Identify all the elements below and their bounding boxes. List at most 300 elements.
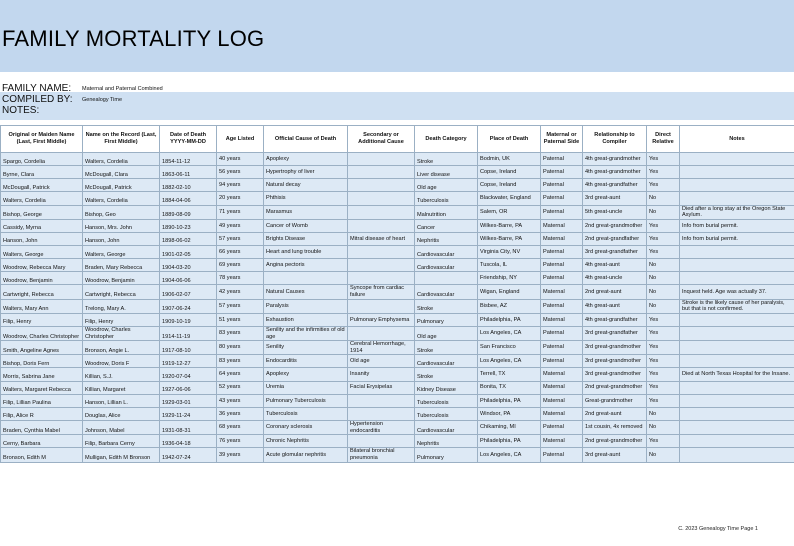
cell-original-name: Walters, George <box>1 246 83 259</box>
cell-official-cause: Coronary sclerosis <box>264 421 348 435</box>
column-header-side: Maternal or Paternal Side <box>541 126 583 153</box>
column-header-date-of-death: Date of Death YYYY-MM-DD <box>160 126 217 153</box>
cell-record-name: Johnson, Mabel <box>83 421 160 435</box>
cell-relationship: 3rd great-grandmother <box>583 341 647 355</box>
cell-date-of-death: 1890-10-23 <box>160 219 217 232</box>
table-row <box>1 219 794 232</box>
cell-place-of-death: Philadelphia, PA <box>478 313 541 326</box>
cell-age-listed: 39 years <box>217 448 264 462</box>
table-row <box>1 407 794 420</box>
cell-direct-relative: No <box>647 192 680 205</box>
cell-date-of-death: 1927-06-06 <box>160 381 217 394</box>
cell-record-name: Bronson, Angie L. <box>83 341 160 355</box>
compiled-by-label: COMPILED BY: <box>2 94 73 105</box>
cell-age-listed: 64 years <box>217 368 264 381</box>
cell-official-cause: Senility and the infirmities of old age <box>264 326 348 340</box>
cell-official-cause: Phthisis <box>264 192 348 205</box>
cell-official-cause: Paralysis <box>264 299 348 313</box>
cell-date-of-death: 1929-03-01 <box>160 394 217 407</box>
cell-record-name: Walters, Cordelia <box>83 153 160 166</box>
cell-death-category: Old age <box>415 179 478 192</box>
cell-direct-relative: Yes <box>647 394 680 407</box>
cell-secondary-cause: Pulmonary Emphysema <box>348 313 415 326</box>
column-header-age-listed: Age Listed <box>217 126 264 153</box>
cell-date-of-death: 1882-02-10 <box>160 179 217 192</box>
cell-record-name: Filip, Henry <box>83 313 160 326</box>
cell-secondary-cause: Bilateral bronchial pneumonia <box>348 448 415 462</box>
cell-official-cause: Tuberculosis <box>264 407 348 420</box>
cell-secondary-cause <box>348 394 415 407</box>
column-header-secondary-cause: Secondary or Additional Cause <box>348 126 415 153</box>
cell-direct-relative: Yes <box>647 219 680 232</box>
cell-secondary-cause: Hypertension endocarditis <box>348 421 415 435</box>
cell-date-of-death: 1907-06-24 <box>160 299 217 313</box>
cell-age-listed: 83 years <box>217 326 264 340</box>
cell-death-category: Malnutrition <box>415 205 478 219</box>
cell-original-name: Spargo, Cordelia <box>1 153 83 166</box>
cell-date-of-death: 1863-06-11 <box>160 166 217 179</box>
cell-date-of-death: 1904-03-20 <box>160 259 217 272</box>
column-header-official-cause: Official Cause of Death <box>264 126 348 153</box>
cell-relationship: 3rd great-grandmother <box>583 368 647 381</box>
cell-side: Paternal <box>541 299 583 313</box>
cell-record-name: Hanson, Mrs. John <box>83 219 160 232</box>
cell-place-of-death: Los Angeles, CA <box>478 326 541 340</box>
cell-death-category: Pulmonary <box>415 448 478 462</box>
cell-secondary-cause: Old age <box>348 355 415 368</box>
cell-original-name: Cassidy, Myrna <box>1 219 83 232</box>
cell-secondary-cause: Mitral disease of heart <box>348 232 415 245</box>
cell-death-category: Tuberculosis <box>415 394 478 407</box>
cell-official-cause: Cancer of Womb <box>264 219 348 232</box>
cell-secondary-cause <box>348 166 415 179</box>
cell-direct-relative: Yes <box>647 381 680 394</box>
cell-death-category: Nephritis <box>415 232 478 245</box>
cell-death-category: Pulmonary <box>415 313 478 326</box>
cell-official-cause: Apoplexy <box>264 368 348 381</box>
cell-record-name: Killian, S.J. <box>83 368 160 381</box>
cell-side: Maternal <box>541 219 583 232</box>
cell-original-name: Hanson, John <box>1 232 83 245</box>
cell-date-of-death: 1920-07-04 <box>160 368 217 381</box>
cell-death-category: Cancer <box>415 219 478 232</box>
cell-date-of-death: 1936-04-18 <box>160 435 217 448</box>
cell-place-of-death: Salem, OR <box>478 205 541 219</box>
cell-death-category: Liver disease <box>415 166 478 179</box>
cell-age-listed: 51 years <box>217 313 264 326</box>
table-row <box>1 368 794 381</box>
cell-official-cause: Natural decay <box>264 179 348 192</box>
cell-official-cause: Acute glomular nephritis <box>264 448 348 462</box>
cell-relationship: Great-grandmother <box>583 394 647 407</box>
cell-date-of-death: 1906-02-07 <box>160 285 217 299</box>
cell-original-name: Cerny, Barbara <box>1 435 83 448</box>
cell-notes <box>680 166 794 179</box>
cell-secondary-cause <box>348 153 415 166</box>
cell-relationship: 3rd great-aunt <box>583 448 647 462</box>
cell-official-cause: Pulmonary Tuberculosis <box>264 394 348 407</box>
cell-record-name: Bishop, Geo <box>83 205 160 219</box>
cell-side: Paternal <box>541 205 583 219</box>
cell-age-listed: 57 years <box>217 232 264 245</box>
cell-original-name: Filip, Henry <box>1 313 83 326</box>
table-row <box>1 448 794 462</box>
table-row <box>1 435 794 448</box>
cell-direct-relative: Yes <box>647 355 680 368</box>
table-row <box>1 355 794 368</box>
cell-date-of-death: 1889-08-09 <box>160 205 217 219</box>
cell-age-listed: 42 years <box>217 285 264 299</box>
cell-place-of-death: Windsor, PA <box>478 407 541 420</box>
cell-direct-relative: Yes <box>647 435 680 448</box>
cell-direct-relative: Yes <box>647 179 680 192</box>
table-row <box>1 421 794 435</box>
cell-notes <box>680 313 794 326</box>
cell-record-name: Cartwright, Rebecca <box>83 285 160 299</box>
cell-record-name: McDougall, Clara <box>83 166 160 179</box>
cell-side: Paternal <box>541 341 583 355</box>
table-row <box>1 192 794 205</box>
cell-relationship: 4th great-grandmother <box>583 153 647 166</box>
cell-side: Paternal <box>541 192 583 205</box>
cell-place-of-death: Bonita, TX <box>478 381 541 394</box>
cell-direct-relative: Yes <box>647 153 680 166</box>
cell-age-listed: 57 years <box>217 299 264 313</box>
cell-record-name: Hanson, Lillian L. <box>83 394 160 407</box>
cell-record-name: Filip, Barbara Cerny <box>83 435 160 448</box>
cell-record-name: Douglas, Alice <box>83 407 160 420</box>
cell-direct-relative: No <box>647 272 680 285</box>
cell-record-name: Walters, George <box>83 246 160 259</box>
cell-direct-relative: Yes <box>647 341 680 355</box>
cell-relationship: 4th great-aunt <box>583 259 647 272</box>
cell-place-of-death: Copse, Ireland <box>478 166 541 179</box>
family-name-label: FAMILY NAME: <box>2 83 72 94</box>
cell-original-name: Byrne, Clara <box>1 166 83 179</box>
cell-side: Maternal <box>541 435 583 448</box>
cell-original-name: Braden, Cynthia Mabel <box>1 421 83 435</box>
cell-original-name: Filip, Lillian Paulina <box>1 394 83 407</box>
page-title: FAMILY MORTALITY LOG <box>2 26 265 51</box>
cell-side: Maternal <box>541 232 583 245</box>
cell-direct-relative: No <box>647 407 680 420</box>
cell-side: Maternal <box>541 313 583 326</box>
table-row <box>1 179 794 192</box>
cell-date-of-death: 1904-06-06 <box>160 272 217 285</box>
cell-place-of-death: Chikaming, MI <box>478 421 541 435</box>
cell-direct-relative: Yes <box>647 232 680 245</box>
cell-death-category: Stroke <box>415 341 478 355</box>
cell-death-category: Cardiovascular <box>415 421 478 435</box>
cell-side: Paternal <box>541 326 583 340</box>
cell-death-category: Kidney Disease <box>415 381 478 394</box>
cell-original-name: Woodrow, Benjamin <box>1 272 83 285</box>
cell-original-name: Bishop, George <box>1 205 83 219</box>
cell-age-listed: 83 years <box>217 355 264 368</box>
cell-record-name: Walters, Cordelia <box>83 192 160 205</box>
cell-date-of-death: 1929-11-24 <box>160 407 217 420</box>
cell-secondary-cause: Cerebral Hemorrhage, 1914 <box>348 341 415 355</box>
cell-secondary-cause: Syncope from cardiac failure <box>348 285 415 299</box>
cell-death-category: Cardiovascular <box>415 259 478 272</box>
cell-original-name: Woodrow, Rebecca Mary <box>1 259 83 272</box>
cell-secondary-cause <box>348 259 415 272</box>
cell-notes <box>680 192 794 205</box>
cell-age-listed: 76 years <box>217 435 264 448</box>
cell-date-of-death: 1854-11-12 <box>160 153 217 166</box>
cell-notes <box>680 153 794 166</box>
cell-notes <box>680 259 794 272</box>
cell-side: Paternal <box>541 355 583 368</box>
cell-relationship: 2nd great-aunt <box>583 407 647 420</box>
cell-record-name: Hanson, John <box>83 232 160 245</box>
cell-side: Maternal <box>541 381 583 394</box>
cell-notes <box>680 272 794 285</box>
cell-notes: Died at North Texas Hospital for the Insane. <box>680 368 794 381</box>
cell-original-name: Bronson, Edith M <box>1 448 83 462</box>
cell-relationship: 3rd great-aunt <box>583 192 647 205</box>
cell-direct-relative: Yes <box>647 246 680 259</box>
cell-secondary-cause <box>348 435 415 448</box>
cell-direct-relative: Yes <box>647 368 680 381</box>
cell-direct-relative: No <box>647 205 680 219</box>
cell-notes <box>680 421 794 435</box>
cell-side: Maternal <box>541 407 583 420</box>
table-row <box>1 153 794 166</box>
cell-original-name: Morris, Sabrina Jane <box>1 368 83 381</box>
cell-relationship: 1st cousin, 4x removed <box>583 421 647 435</box>
cell-place-of-death: Blackwater, England <box>478 192 541 205</box>
table-row <box>1 272 794 285</box>
cell-age-listed: 71 years <box>217 205 264 219</box>
cell-date-of-death: 1901-02-05 <box>160 246 217 259</box>
cell-relationship: 4th great-aunt <box>583 299 647 313</box>
cell-place-of-death: Bodmin, UK <box>478 153 541 166</box>
cell-notes <box>680 326 794 340</box>
cell-secondary-cause <box>348 299 415 313</box>
cell-direct-relative: Yes <box>647 326 680 340</box>
column-header-direct-relative: Direct Relative <box>647 126 680 153</box>
cell-place-of-death: Friendship, NY <box>478 272 541 285</box>
cell-date-of-death: 1884-04-06 <box>160 192 217 205</box>
cell-notes <box>680 179 794 192</box>
cell-official-cause: Uremia <box>264 381 348 394</box>
cell-age-listed: 36 years <box>217 407 264 420</box>
cell-notes <box>680 448 794 462</box>
cell-official-cause: Brights Disease <box>264 232 348 245</box>
cell-age-listed: 68 years <box>217 421 264 435</box>
cell-relationship: 4th great-grandmother <box>583 166 647 179</box>
cell-place-of-death: Philadelphia, PA <box>478 435 541 448</box>
cell-relationship: 3rd great-grandmother <box>583 355 647 368</box>
cell-death-category: Cardiovascular <box>415 355 478 368</box>
cell-age-listed: 43 years <box>217 394 264 407</box>
cell-age-listed: 78 years <box>217 272 264 285</box>
family-name-value: Maternal and Paternal Combined <box>82 86 163 92</box>
cell-side: Paternal <box>541 246 583 259</box>
cell-direct-relative: No <box>647 299 680 313</box>
cell-direct-relative: Yes <box>647 166 680 179</box>
cell-place-of-death: Virginia City, NV <box>478 246 541 259</box>
table-row <box>1 259 794 272</box>
cell-side: Paternal <box>541 179 583 192</box>
cell-place-of-death: Wilkes-Barre, PA <box>478 219 541 232</box>
notes-label: NOTES: <box>2 105 40 116</box>
cell-secondary-cause <box>348 272 415 285</box>
cell-side: Maternal <box>541 394 583 407</box>
cell-original-name: Filip, Alice R <box>1 407 83 420</box>
cell-direct-relative: No <box>647 448 680 462</box>
compiled-by-value: Genealogy Time <box>82 97 123 103</box>
cell-notes <box>680 435 794 448</box>
cell-relationship: 2nd great-grandmother <box>583 219 647 232</box>
cell-death-category: Nephritis <box>415 435 478 448</box>
table-row <box>1 299 794 313</box>
cell-death-category: Stroke <box>415 153 478 166</box>
cell-place-of-death: San Francisco <box>478 341 541 355</box>
cell-death-category: Cardiovascular <box>415 285 478 299</box>
cell-official-cause: Marasmus <box>264 205 348 219</box>
cell-official-cause: Chronic Nephritis <box>264 435 348 448</box>
cell-date-of-death: 1942-07-24 <box>160 448 217 462</box>
cell-secondary-cause <box>348 205 415 219</box>
cell-record-name: Killian, Margaret <box>83 381 160 394</box>
cell-notes: Inquest held. Age was actually 37. <box>680 285 794 299</box>
cell-official-cause: Apoplexy <box>264 153 348 166</box>
cell-relationship: 4th great-uncle <box>583 272 647 285</box>
cell-place-of-death: Bisbee, AZ <box>478 299 541 313</box>
cell-relationship: 4th great-grandfather <box>583 313 647 326</box>
cell-original-name: McDougall, Patrick <box>1 179 83 192</box>
cell-original-name: Bishop, Doris Fern <box>1 355 83 368</box>
table-row <box>1 205 794 219</box>
cell-relationship: 2nd great-grandfather <box>583 232 647 245</box>
cell-record-name: Braden, Mary Rebecca <box>83 259 160 272</box>
cell-official-cause: Natural Causes <box>264 285 348 299</box>
cell-secondary-cause: Facial Erysipelas <box>348 381 415 394</box>
cell-secondary-cause <box>348 326 415 340</box>
cell-secondary-cause <box>348 179 415 192</box>
cell-direct-relative: Yes <box>647 313 680 326</box>
cell-notes <box>680 246 794 259</box>
cell-date-of-death: 1909-10-19 <box>160 313 217 326</box>
cell-death-category: Cardiovascular <box>415 246 478 259</box>
cell-side: Paternal <box>541 166 583 179</box>
cell-date-of-death: 1919-12-27 <box>160 355 217 368</box>
cell-relationship: 4th great-grandfather <box>583 179 647 192</box>
cell-notes <box>680 381 794 394</box>
cell-age-listed: 94 years <box>217 179 264 192</box>
cell-notes <box>680 394 794 407</box>
column-header-death-category: Death Category <box>415 126 478 153</box>
cell-secondary-cause <box>348 219 415 232</box>
cell-age-listed: 52 years <box>217 381 264 394</box>
cell-date-of-death: 1898-06-02 <box>160 232 217 245</box>
cell-record-name: Woodrow, Benjamin <box>83 272 160 285</box>
cell-secondary-cause <box>348 407 415 420</box>
table-row <box>1 326 794 340</box>
table-row <box>1 341 794 355</box>
cell-death-category: Old age <box>415 326 478 340</box>
cell-place-of-death: Philadelphia, PA <box>478 394 541 407</box>
table-header-row <box>1 126 794 153</box>
cell-relationship: 2nd great-grandmother <box>583 435 647 448</box>
cell-secondary-cause: Insanity <box>348 368 415 381</box>
cell-date-of-death: 1917-08-10 <box>160 341 217 355</box>
cell-death-category <box>415 272 478 285</box>
cell-original-name: Walters, Cordelia <box>1 192 83 205</box>
cell-direct-relative: No <box>647 421 680 435</box>
cell-place-of-death: Wigan, England <box>478 285 541 299</box>
table-row <box>1 381 794 394</box>
table-row <box>1 232 794 245</box>
cell-official-cause: Senility <box>264 341 348 355</box>
cell-direct-relative: No <box>647 285 680 299</box>
footer-text: C. 2023 Genealogy Time Page 1 <box>678 526 758 532</box>
column-header-original-name: Original or Maiden Name (Last, First Middle) <box>1 126 83 153</box>
cell-relationship: 3rd great-grandfather <box>583 246 647 259</box>
column-header-relationship: Relationship to Compiler <box>583 126 647 153</box>
cell-official-cause: Heart and lung trouble <box>264 246 348 259</box>
cell-death-category: Stroke <box>415 368 478 381</box>
table-row <box>1 313 794 326</box>
cell-official-cause: Endocarditis <box>264 355 348 368</box>
table-body <box>1 153 794 463</box>
cell-age-listed: 80 years <box>217 341 264 355</box>
cell-record-name: McDougall, Patrick <box>83 179 160 192</box>
cell-side: Paternal <box>541 153 583 166</box>
cell-age-listed: 66 years <box>217 246 264 259</box>
cell-record-name: Woodrow, Charles Christopher <box>83 326 160 340</box>
cell-side: Paternal <box>541 448 583 462</box>
cell-original-name: Walters, Margaret Rebecca <box>1 381 83 394</box>
cell-notes: Died after a long stay at the Oregon State Asylum. <box>680 205 794 219</box>
cell-side: Paternal <box>541 272 583 285</box>
cell-record-name: Woodrow, Doris F <box>83 355 160 368</box>
cell-age-listed: 40 years <box>217 153 264 166</box>
cell-record-name: Mulligan, Edith M Bronson <box>83 448 160 462</box>
cell-side: Paternal <box>541 421 583 435</box>
cell-place-of-death: Los Angeles, CA <box>478 355 541 368</box>
column-header-record-name: Name on the Record (Last, First Middle) <box>83 126 160 153</box>
cell-death-category: Stroke <box>415 299 478 313</box>
cell-relationship: 2nd great-grandmother <box>583 381 647 394</box>
cell-place-of-death: Wilkes-Barre, PA <box>478 232 541 245</box>
table-row <box>1 246 794 259</box>
cell-notes: Info from burial permit. <box>680 219 794 232</box>
cell-death-category: Tuberculosis <box>415 192 478 205</box>
cell-notes <box>680 341 794 355</box>
cell-side: Paternal <box>541 259 583 272</box>
cell-age-listed: 69 years <box>217 259 264 272</box>
cell-age-listed: 56 years <box>217 166 264 179</box>
mortality-table <box>0 125 794 463</box>
cell-place-of-death: Terrell, TX <box>478 368 541 381</box>
cell-date-of-death: 1914-11-19 <box>160 326 217 340</box>
cell-relationship: 5th great-uncle <box>583 205 647 219</box>
cell-record-name: Trelong, Mary A. <box>83 299 160 313</box>
cell-official-cause: Hypertrophy of liver <box>264 166 348 179</box>
cell-original-name: Walters, Mary Ann <box>1 299 83 313</box>
table-row <box>1 394 794 407</box>
cell-relationship: 2nd great-aunt <box>583 285 647 299</box>
cell-place-of-death: Tuscola, IL <box>478 259 541 272</box>
cell-official-cause: Angina pectoris <box>264 259 348 272</box>
cell-original-name: Smith, Angeline Agnes <box>1 341 83 355</box>
cell-place-of-death: Los Angeles, CA <box>478 448 541 462</box>
cell-official-cause <box>264 272 348 285</box>
cell-age-listed: 20 years <box>217 192 264 205</box>
